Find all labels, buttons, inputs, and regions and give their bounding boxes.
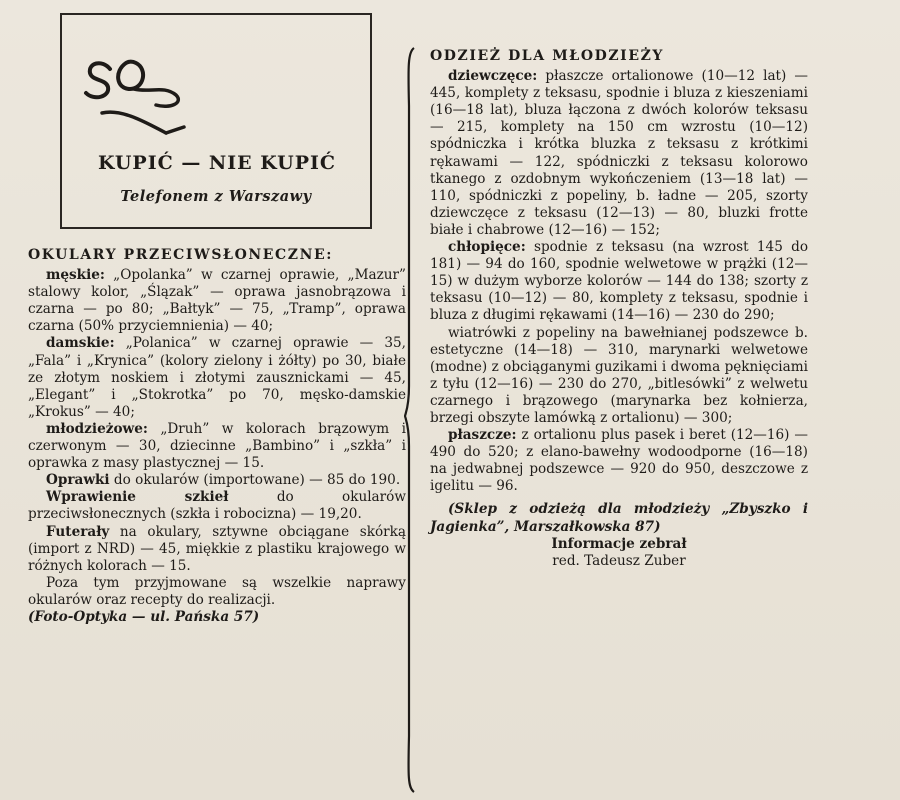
label-womens: damskie: bbox=[46, 335, 115, 352]
column-header-box bbox=[60, 13, 372, 229]
youth-clothing-article bbox=[430, 48, 808, 570]
paragraph-frames bbox=[28, 472, 406, 489]
paragraph-mens bbox=[28, 267, 406, 335]
paragraph-womens bbox=[28, 335, 406, 420]
column-divider bbox=[404, 46, 418, 794]
column-title: KUPIĆ — NIE KUPIĆ bbox=[98, 152, 336, 174]
youth-clothing-heading: ODZIEŻ DLA MŁODZIEŻY bbox=[430, 48, 665, 64]
paragraph-coats bbox=[430, 427, 808, 495]
paragraph-youth bbox=[28, 421, 406, 472]
paragraph-repairs: Poza tym przyjmowane są wszelkie naprawy okularów oraz recepty do realizacji. bbox=[28, 574, 406, 608]
sunglasses-article bbox=[28, 247, 406, 626]
text-girls: płaszcze ortalionowe (10—12 lat) — 445, komplety z teksasu, spodnie i bluza z kieszeniami (16—18 lat), bluza łączona z dwóch kolorów teksasu — 215, komplety na 150 cm wzrostu (10—12) spódniczka i krótka bluzka z teksasu z krótkimi rękawami — 122, spódniczki z teksasu kolorowo tkanego z ozdobnym wykończeniem (13—18 lat) — 110, spódniczki z popeliny, b. ładne — 205, szorty dziewczęce z teksasu (12—13) — 80, bluzki frotte białe i chabrowe (12—16) — 152; bbox=[430, 68, 808, 238]
text-mens: „Opolanka” w czarnej oprawie, „Mazur” stalowy kolor, „Ślązak” — oprawa jasnobrązowa i czarna — po 80; „Bałtyk” — 75, „Tramp”, oprawa czarna (50% przyciemnienia) — 40; bbox=[28, 267, 406, 335]
text-lens-fitting: do okularów przeciwsłonecznych (szkła i robocizna) — 19,20. bbox=[28, 489, 406, 523]
paragraph-jackets: wiatrówki z popeliny na bawełnianej podszewce b. estetyczne (14—18) — 310, marynarki welwetowe (modne) z obciąganymi guzikami i dwoma pęknięciami z tyłu (12—16) — 230 do 270, „bitlesówki” z welwetu czarnego i brązowego (marynarka bez kołnierza, brzegi obszyte lamówką z ortalionu) — 300; bbox=[430, 324, 808, 426]
label-cases: Futerały bbox=[46, 523, 110, 540]
source-zbyszko-shop: (Sklep z odzieżą dla młodzieży „Zbyszko i Jagienka”, Marszałkowska 87) bbox=[430, 501, 808, 535]
text-cases: na okulary, sztywne obciągane skórką (import z NRD) — 45, miękkie z plastiku krajowego w różnych kolorach — 15. bbox=[28, 523, 406, 574]
credit-author: red. Tadeusz Zuber bbox=[552, 552, 686, 569]
paragraph-lens-fitting bbox=[28, 489, 406, 523]
paragraph-boys bbox=[430, 239, 808, 324]
source-foto-optyka: (Foto-Optyka — ul. Pańska 57) bbox=[28, 608, 260, 625]
text-womens: „Polanica” w czarnej oprawie — 35, „Fala” i „Krynica” (kolory zielony i żółty) po 30, białe ze złotym noskiem i złotymi zausznickami — 45, „Elegant” i „Stokrotka” po 70, męsko-damskie „Krokus” — 40; bbox=[28, 335, 406, 420]
paragraph-girls bbox=[430, 68, 808, 239]
paragraph-cases bbox=[28, 524, 406, 575]
text-youth: „Druh” w kolorach brązowym i czerwonym — 30, dziecinne „Bambino” i „szkła” i oprawka z masy plastycznej — 15. bbox=[28, 420, 406, 472]
text-boys: spodnie z teksasu (na wzrost 145 do 181) — 94 do 160, spodnie welwetowe w prążki (12—15) w dużym wyborze kolorów — 144 do 138; szorty z teksasu (10—12) — 80, komplety z teksasu, spodnie i bluza z długimi rękawami (14—16) — 230 do 290; bbox=[430, 239, 808, 324]
column-logo-icon bbox=[80, 49, 190, 139]
text-frames: do okularów (importowane) — 85 do 190. bbox=[109, 472, 401, 489]
label-frames: Oprawki bbox=[46, 472, 110, 489]
label-boys: chłopięce: bbox=[448, 239, 526, 256]
credit-line: Informacje zebrał bbox=[551, 535, 687, 552]
sunglasses-heading: OKULARY PRZECIWSŁONECZNE: bbox=[28, 247, 334, 263]
label-mens: męskie: bbox=[46, 267, 105, 284]
label-youth: młodzieżowe: bbox=[46, 420, 148, 437]
label-lens-fitting: Wprawienie szkieł bbox=[46, 489, 229, 506]
label-coats: płaszcze: bbox=[448, 427, 517, 444]
column-subtitle: Telefonem z Warszawy bbox=[120, 188, 312, 205]
text-coats: z ortalionu plus pasek i beret (12—16) — 490 do 520; z elano-bawełny wodoodporne (16—18) na jedwabnej podszewce — 920 do 950, deszczowe z igelitu — 96. bbox=[430, 427, 808, 495]
label-girls: dziewczęce: bbox=[448, 68, 538, 85]
